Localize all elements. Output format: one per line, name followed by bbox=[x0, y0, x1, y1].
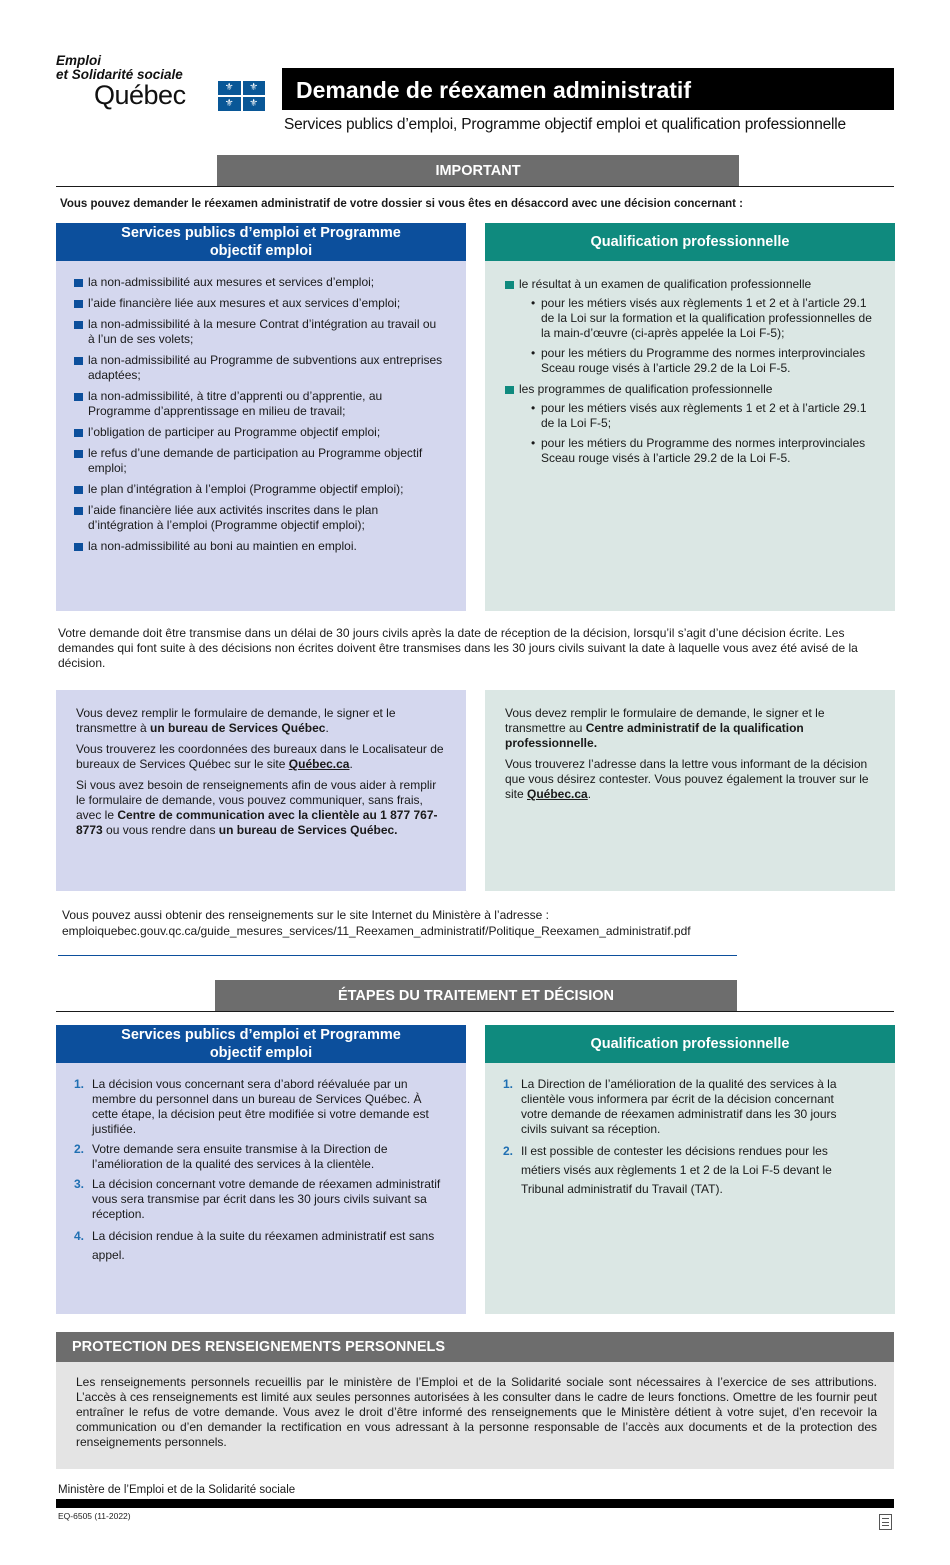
quebec-flag-icon: ⚜ ⚜ ⚜ ⚜ bbox=[218, 81, 265, 111]
web-info-url[interactable]: emploiquebec.gouv.qc.ca/guide_mesures_services/11_Reexamen_administratif/Politique_Reexamen_administratif.pdf bbox=[62, 924, 691, 938]
list-item: la non-admissibilité, à titre d’apprenti ou d’apprentie, au Programme d’apprentissage en milieu de travail; bbox=[74, 389, 446, 419]
quebec-ca-link[interactable]: Québec.ca bbox=[288, 757, 350, 771]
steps-left-panel bbox=[56, 1025, 466, 1314]
list-item: la non-admissibilité à la mesure Contrat d’intégration au travail ou à l’un de ses volets; bbox=[74, 317, 446, 347]
steps-left-title: Services publics d’emploi et Programme objectif emploi bbox=[56, 1025, 466, 1063]
lead-text: Vous pouvez demander le réexamen administratif de votre dossier si vous êtes en désaccord avec une décision concernant : bbox=[60, 198, 743, 210]
list-item: le résultat à un examen de qualification professionnelle • pour les métiers visés aux règlements 1 et 2 et à l’article 29.1 de la Loi sur la formation et la qualification professionnelles de la main-d’œuvre (ci-après appelée la Loi F-5); • pour les métiers du Programme des normes interprovinciales Sceau rouge visés à l’article 29.2 de la Loi F-5. bbox=[505, 277, 875, 376]
submit-left-p2: Vous trouverez les coordonnées des bureaux dans le Localisateur de bureaux de Services Québec sur le site Québec.ca. bbox=[76, 742, 444, 771]
submit-right-p1: Vous devez remplir le formulaire de demande, le signer et le transmettre au Centre administratif de la qualification professionnelle. bbox=[505, 706, 825, 750]
steps-heading: ÉTAPES DU TRAITEMENT ET DÉCISION bbox=[215, 980, 737, 1011]
list-item: la non-admissibilité aux mesures et services d’emploi; bbox=[74, 275, 446, 290]
list-item: 2. Votre demande sera ensuite transmise à la Direction de l’amélioration de la qualité des services à la clientèle. bbox=[74, 1142, 388, 1171]
footer-bar bbox=[56, 1499, 894, 1508]
page-title: Demande de réexamen administratif bbox=[282, 68, 894, 110]
steps-right-panel bbox=[485, 1025, 895, 1314]
steps-right-title: Qualification professionnelle bbox=[485, 1025, 895, 1063]
form-code: EQ-6505 (11-2022) bbox=[58, 1511, 131, 1521]
footer-ministry: Ministère de l’Emploi et de la Solidarité sociale bbox=[58, 1484, 296, 1496]
list-item: l’obligation de participer au Programme objectif emploi; bbox=[74, 425, 446, 440]
quebec-ca-link[interactable]: Québec.ca bbox=[527, 787, 588, 801]
list-item: la non-admissibilité au Programme de subventions aux entreprises adaptées; bbox=[74, 353, 446, 383]
logo-line-2: et Solidarité sociale bbox=[56, 67, 183, 82]
list-item: les programmes de qualification professionnelle • pour les métiers visés aux règlements 1 et 2 et à l’article 29.1 de la Loi F-5; • pour les métiers du Programme des normes interprovinciales Sceau rouge visés à l’article 29.2 de la Loi F-5. bbox=[505, 382, 875, 466]
list-item: l’aide financière liée aux mesures et aux services d’emploi; bbox=[74, 296, 446, 311]
list-item: 4. La décision rendue à la suite du réexamen administratif est sans appel. bbox=[74, 1229, 435, 1262]
logo-line-1: Emploi bbox=[56, 53, 102, 68]
important-left-list bbox=[56, 261, 466, 554]
sub-item: • pour les métiers du Programme des normes interprovinciales Sceau rouge visés à l’article 29.2 de la Loi F-5. bbox=[519, 346, 875, 376]
sub-item: • pour les métiers visés aux règlements 1 et 2 et à l’article 29.1 de la Loi sur la formation et la qualification professionnelles de la main-d’œuvre (ci-après appelée la Loi F-5); bbox=[519, 296, 875, 341]
list-item: 1. La Direction de l’amélioration de la qualité des services à la clientèle vous informera par écrit de la décision concernant votre demande de réexamen administratif dans les 30 jours civils suivant sa réception. bbox=[503, 1077, 837, 1136]
ministry-logo bbox=[56, 54, 276, 108]
important-left-title: Services publics d’emploi et Programme objectif emploi bbox=[56, 223, 466, 261]
submit-right-p2: Vous trouverez l’adresse dans la lettre vous informant de la décision que vous désirez contester. Vous pouvez également la trouver sur le site Québec.ca. bbox=[505, 757, 869, 801]
submit-left-panel bbox=[56, 690, 466, 891]
important-left-panel bbox=[56, 223, 466, 611]
web-info-line: Vous pouvez aussi obtenir des renseignements sur le site Internet du Ministère à l’adresse : bbox=[62, 908, 549, 922]
submit-left-p3: Si vous avez besoin de renseignements afin de vous aider à remplir le formulaire de demande, vous pouvez communiquer, sans frais, avec le Centre de communication avec la clientèle au 1 877 767-8773 ou vous rendre dans un bureau de Services Québec. bbox=[76, 778, 438, 837]
divider bbox=[58, 955, 737, 956]
list-item: le refus d’une demande de participation au Programme objectif emploi; bbox=[74, 446, 446, 476]
list-item: 3. La décision concernant votre demande de réexamen administratif vous sera transmise par écrit dans les 30 jours civils suivant sa réception. bbox=[74, 1177, 441, 1221]
important-right-list bbox=[485, 261, 895, 466]
delay-note: Votre demande doit être transmise dans un délai de 30 jours civils après la date de réception de la décision, lorsqu’il s’agit d’une décision écrite. Les demandes qui font suite à des décisions non écrites doivent être transmises dans les 30 jours civils suivant la date à laquelle vous avez été avisé de la décision. bbox=[58, 626, 858, 670]
list-item: le plan d’intégration à l’emploi (Programme objectif emploi); bbox=[74, 482, 446, 497]
important-right-panel bbox=[485, 223, 895, 611]
divider bbox=[56, 186, 894, 187]
submit-left-p1: Vous devez remplir le formulaire de demande, le signer et le transmettre à un bureau de Services Québec. bbox=[76, 706, 396, 735]
steps-right-list bbox=[485, 1063, 895, 1199]
important-right-title: Qualification professionnelle bbox=[485, 223, 895, 261]
document-icon bbox=[879, 1514, 892, 1530]
important-heading: IMPORTANT bbox=[217, 155, 739, 186]
divider bbox=[56, 1011, 894, 1012]
logo-quebec: Québec bbox=[94, 80, 186, 110]
list-item: la non-admissibilité au boni au maintien en emploi. bbox=[74, 539, 446, 554]
sub-item: • pour les métiers du Programme des normes interprovinciales Sceau rouge visés à l’article 29.2 de la Loi F-5. bbox=[519, 436, 875, 466]
submit-right-panel bbox=[485, 690, 895, 891]
protection-body: Les renseignements personnels recueillis par le ministère de l’Emploi et de la Solidarité sociale sont nécessaires à l’exercice de ses attributions. L’accès à ces renseignements est limité aux seules personnes autorisées à les consulter dans le cadre de leurs fonctions. Omettre de les fournir peut entraîner le refus de votre demande. Vous avez le droit d’être informé des renseignements que le Ministère détient à votre sujet, d’en recevoir la communication ou d’en demander la rectification en vous adressant à la personne responsable de l’accès aux documents et de la protection des renseignements personnels. bbox=[56, 1362, 894, 1469]
steps-left-list bbox=[56, 1063, 466, 1265]
list-item: 1. La décision vous concernant sera d’abord réévaluée par un membre du personnel dans un bureau de Services Québec. À cette étape, la décision peut être modifiée si votre demande est justifiée. bbox=[74, 1077, 429, 1136]
protection-heading: PROTECTION DES RENSEIGNEMENTS PERSONNELS bbox=[56, 1332, 894, 1362]
list-item: 2. Il est possible de contester les décisions rendues pour les métiers visés aux règlements 1 et 2 de la Loi F-5 devant le Tribunal administratif du Travail (TAT). bbox=[503, 1144, 832, 1196]
list-item: l’aide financière liée aux activités inscrites dans le plan d’intégration à l’emploi (Programme objectif emploi); bbox=[74, 503, 446, 533]
sub-item: • pour les métiers visés aux règlements 1 et 2 et à l’article 29.1 de la Loi F-5; bbox=[519, 401, 875, 431]
page-subtitle: Services publics d’emploi, Programme objectif emploi et qualification professionnelle bbox=[284, 116, 846, 133]
